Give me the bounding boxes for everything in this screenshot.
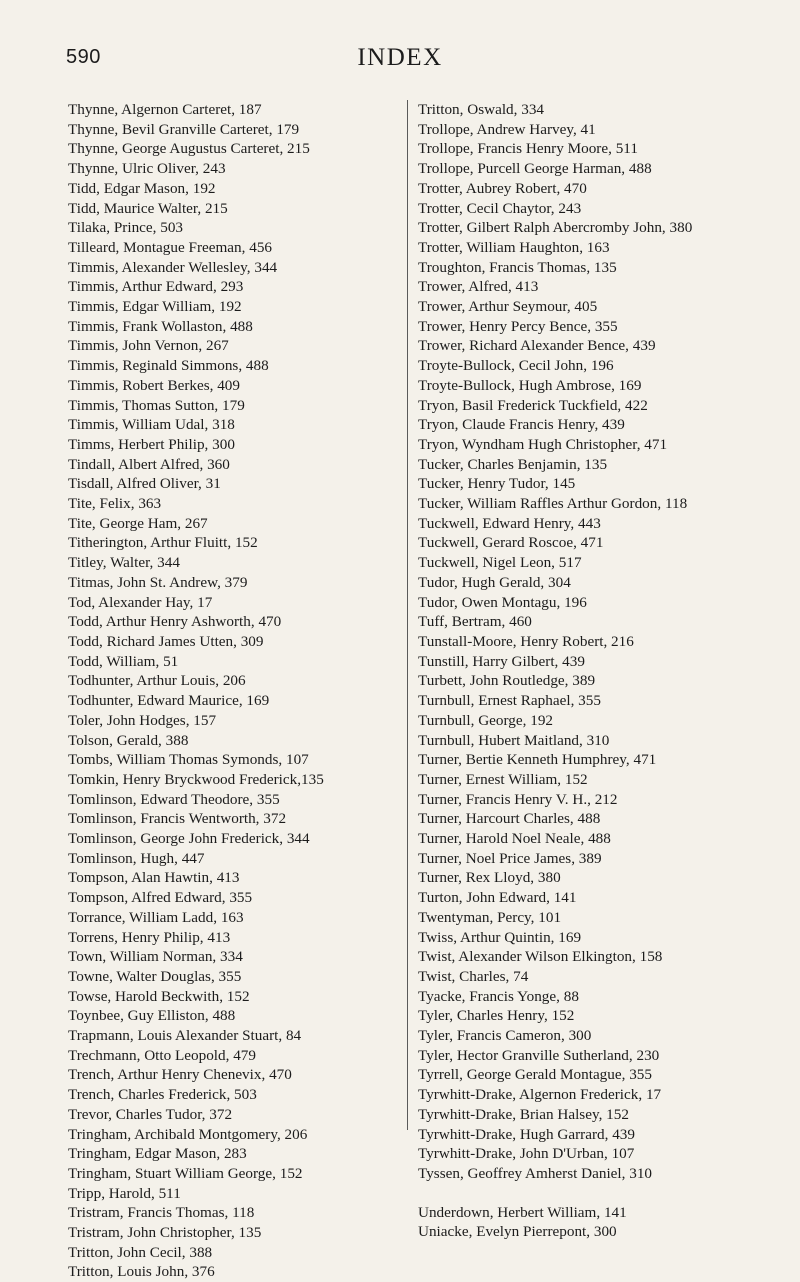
index-entry: Turner, Harcourt Charles, 488 (418, 810, 601, 828)
index-entry: Torrance, William Ladd, 163 (68, 908, 244, 926)
index-entry: Tompson, Alan Hawtin, 413 (68, 869, 240, 887)
index-entry: Timmis, Frank Wollaston, 488 (68, 317, 253, 335)
index-entry: Tringham, Edgar Mason, 283 (68, 1145, 247, 1163)
index-entry: Underdown, Herbert William, 141 (418, 1203, 627, 1221)
index-entry: Tuckwell, Gerard Roscoe, 471 (418, 534, 604, 552)
index-entry: Tidd, Maurice Walter, 215 (68, 199, 228, 217)
page-title: INDEX (357, 44, 443, 71)
index-entry: Tristram, Francis Thomas, 118 (68, 1204, 255, 1222)
index-column-right (418, 100, 748, 1242)
index-column-left (68, 100, 398, 1282)
page-number: 590 (66, 46, 101, 68)
index-entry: Timmis, Robert Berkes, 409 (68, 376, 240, 394)
index-entry: Tyrwhitt-Drake, John D'Urban, 107 (418, 1145, 635, 1163)
index-entry: Tripp, Harold, 511 (68, 1184, 181, 1202)
index-entry: Tryon, Basil Frederick Tuckfield, 422 (418, 396, 648, 414)
index-entry: Trench, Charles Frederick, 503 (68, 1086, 257, 1104)
index-entry: Tyrwhitt-Drake, Algernon Frederick, 17 (418, 1086, 662, 1104)
index-entry: Twiss, Arthur Quintin, 169 (418, 928, 582, 946)
index-entry: Twentyman, Percy, 101 (418, 908, 562, 926)
index-entry: Turnbull, George, 192 (418, 711, 554, 729)
index-entry: Tringham, Stuart William George, 152 (68, 1164, 303, 1182)
index-entry: Troughton, Francis Thomas, 135 (418, 258, 617, 276)
index-entry: Tryon, Claude Francis Henry, 439 (418, 416, 625, 434)
index-entry: Tucker, William Raffles Arthur Gordon, 118 (418, 495, 688, 513)
index-entry: Tunstill, Harry Gilbert, 439 (418, 652, 585, 670)
index-entry: Towne, Walter Douglas, 355 (68, 967, 242, 985)
index-entry: Tyler, Charles Henry, 152 (418, 1007, 575, 1025)
index-entry: Tringham, Archibald Montgomery, 206 (68, 1125, 308, 1143)
index-entry: Tite, Felix, 363 (68, 495, 162, 513)
index-entry: Tidd, Edgar Mason, 192 (68, 179, 216, 197)
index-entry: Todd, Richard James Utten, 309 (68, 632, 264, 650)
index-entry: Thynne, Bevil Granville Carteret, 179 (68, 120, 300, 138)
index-entry: Todd, Arthur Henry Ashworth, 470 (68, 613, 282, 631)
index-entry: Trollope, Andrew Harvey, 41 (418, 120, 596, 138)
index-entry: Toler, John Hodges, 157 (68, 711, 217, 729)
index-entry: Tritton, Louis John, 376 (68, 1263, 215, 1281)
index-entry: Tuckwell, Nigel Leon, 517 (418, 554, 582, 572)
index-entry: Trower, Arthur Seymour, 405 (418, 298, 598, 316)
index-entry: Torrens, Henry Philip, 413 (68, 928, 231, 946)
index-entry: Turner, Bertie Kenneth Humphrey, 471 (418, 751, 657, 769)
index-entry: Tisdall, Alfred Oliver, 31 (68, 475, 221, 493)
index-entry: Tomlinson, George John Frederick, 344 (68, 830, 310, 848)
index-entry: Towse, Harold Beckwith, 152 (68, 987, 250, 1005)
index-entry: Titmas, John St. Andrew, 379 (68, 573, 248, 591)
index-entry: Timmis, Reginald Simmons, 488 (68, 357, 269, 375)
index-entry: Tomlinson, Hugh, 447 (68, 849, 205, 867)
index-entry: Tuff, Bertram, 460 (418, 613, 532, 631)
index-entry: Trapmann, Louis Alexander Stuart, 84 (68, 1027, 302, 1045)
index-entry: Tyler, Hector Granville Sutherland, 230 (418, 1046, 660, 1064)
index-entry: Tudor, Hugh Gerald, 304 (418, 573, 571, 591)
index-entry: Trench, Arthur Henry Chenevix, 470 (68, 1066, 292, 1084)
index-entry: Tritton, Oswald, 334 (418, 101, 545, 118)
index-entry: Uniacke, Evelyn Pierrepont, 300 (418, 1223, 617, 1241)
index-entry: Turner, Ernest William, 152 (418, 770, 588, 788)
index-entry: Trotter, Gilbert Ralph Abercromby John, 380 (418, 219, 693, 237)
index-entry: Turner, Rex Lloyd, 380 (418, 869, 561, 887)
index-entry: Todhunter, Arthur Louis, 206 (68, 672, 246, 690)
index-entry: Tucker, Henry Tudor, 145 (418, 475, 576, 493)
index-entry: Tilleard, Montague Freeman, 456 (68, 238, 273, 256)
index-entry: Timmis, Thomas Sutton, 179 (68, 396, 245, 414)
index-entry: Todhunter, Edward Maurice, 169 (68, 692, 270, 710)
index-entry: Thynne, Ulric Oliver, 243 (68, 160, 226, 178)
index-entry: Troyte-Bullock, Cecil John, 196 (418, 357, 614, 375)
index-entry: Twist, Charles, 74 (418, 967, 529, 985)
index-entry: Turnbull, Ernest Raphael, 355 (418, 692, 601, 710)
index-entry: Tyler, Francis Cameron, 300 (418, 1027, 592, 1045)
index-entry: Tombs, William Thomas Symonds, 107 (68, 751, 309, 769)
index-entry: Twist, Alexander Wilson Elkington, 158 (418, 948, 663, 966)
index-entry: Trower, Richard Alexander Bence, 439 (418, 337, 656, 355)
index-entry: Tolson, Gerald, 388 (68, 731, 189, 749)
index-entry: Turner, Francis Henry V. H., 212 (418, 790, 618, 808)
index-entry: Tompson, Alfred Edward, 355 (68, 889, 253, 907)
index-entry: Titley, Walter, 344 (68, 554, 180, 572)
index-entry: Tryon, Wyndham Hugh Christopher, 471 (418, 435, 668, 453)
index-entry: Timmis, Edgar William, 192 (68, 298, 242, 316)
index-entry: Tindall, Albert Alfred, 360 (68, 455, 230, 473)
index-entry: Turbett, John Routledge, 389 (418, 672, 596, 690)
index-entry: Tyrwhitt-Drake, Hugh Garrard, 439 (418, 1125, 635, 1143)
index-entry: Tyacke, Francis Yonge, 88 (418, 987, 579, 1005)
index-entry: Todd, William, 51 (68, 652, 179, 670)
page-header (0, 38, 800, 78)
index-entry: Trower, Alfred, 413 (418, 278, 539, 296)
index-entry: Tristram, John Christopher, 135 (68, 1224, 262, 1242)
index-entry: Tunstall-Moore, Henry Robert, 216 (418, 632, 634, 650)
index-entry: Trotter, Cecil Chaytor, 243 (418, 199, 582, 217)
index-entry: Tomkin, Henry Bryckwood Frederick,135 (68, 770, 324, 788)
index-entry: Trotter, William Haughton, 163 (418, 238, 610, 256)
index-entry: Tyssen, Geoffrey Amherst Daniel, 310 (418, 1164, 653, 1182)
index-entry: Turner, Harold Noel Neale, 488 (418, 830, 611, 848)
index-entry: Titherington, Arthur Fluitt, 152 (68, 534, 258, 552)
index-entry: Tomlinson, Francis Wentworth, 372 (68, 810, 287, 828)
index-entry: Turnbull, Hubert Maitland, 310 (418, 731, 610, 749)
index-entry: Tyrrell, George Gerald Montague, 355 (418, 1066, 652, 1084)
index-entry: Trollope, Francis Henry Moore, 511 (418, 140, 638, 158)
index-entry: Thynne, Algernon Carteret, 187 (68, 101, 262, 118)
index-entry: Tyrwhitt-Drake, Brian Halsey, 152 (418, 1105, 629, 1123)
index-entry: Trechmann, Otto Leopold, 479 (68, 1046, 256, 1064)
index-entry: Tudor, Owen Montagu, 196 (418, 593, 587, 611)
index-entry: Toynbee, Guy Elliston, 488 (68, 1007, 236, 1025)
index-entry: Thynne, George Augustus Carteret, 215 (68, 140, 310, 158)
index-entry: Timmis, Arthur Edward, 293 (68, 278, 244, 296)
index-entry: Timmis, William Udal, 318 (68, 416, 235, 434)
index-entry: Tite, George Ham, 267 (68, 514, 208, 532)
index-entry: Tilaka, Prince, 503 (68, 219, 184, 237)
index-entry: Tomlinson, Edward Theodore, 355 (68, 790, 280, 808)
index-entry: Tod, Alexander Hay, 17 (68, 593, 213, 611)
index-entry: Troyte-Bullock, Hugh Ambrose, 169 (418, 376, 642, 394)
index-entry: Timmis, John Vernon, 267 (68, 337, 229, 355)
index-entry: Turner, Noel Price James, 389 (418, 849, 602, 867)
index-entry: Tucker, Charles Benjamin, 135 (418, 455, 608, 473)
index-entry: Town, William Norman, 334 (68, 948, 243, 966)
index-entry: Tritton, John Cecil, 388 (68, 1243, 213, 1261)
index-entry: Trotter, Aubrey Robert, 470 (418, 179, 587, 197)
index-entry: Trollope, Purcell George Harman, 488 (418, 160, 652, 178)
index-entry: Trevor, Charles Tudor, 372 (68, 1105, 233, 1123)
index-entry: Tuckwell, Edward Henry, 443 (418, 514, 601, 532)
index-entry: Turton, John Edward, 141 (418, 889, 577, 907)
index-entry: Timms, Herbert Philip, 300 (68, 435, 235, 453)
index-entry: Trower, Henry Percy Bence, 355 (418, 317, 618, 335)
column-divider (407, 100, 408, 1130)
index-entry: Timmis, Alexander Wellesley, 344 (68, 258, 278, 276)
